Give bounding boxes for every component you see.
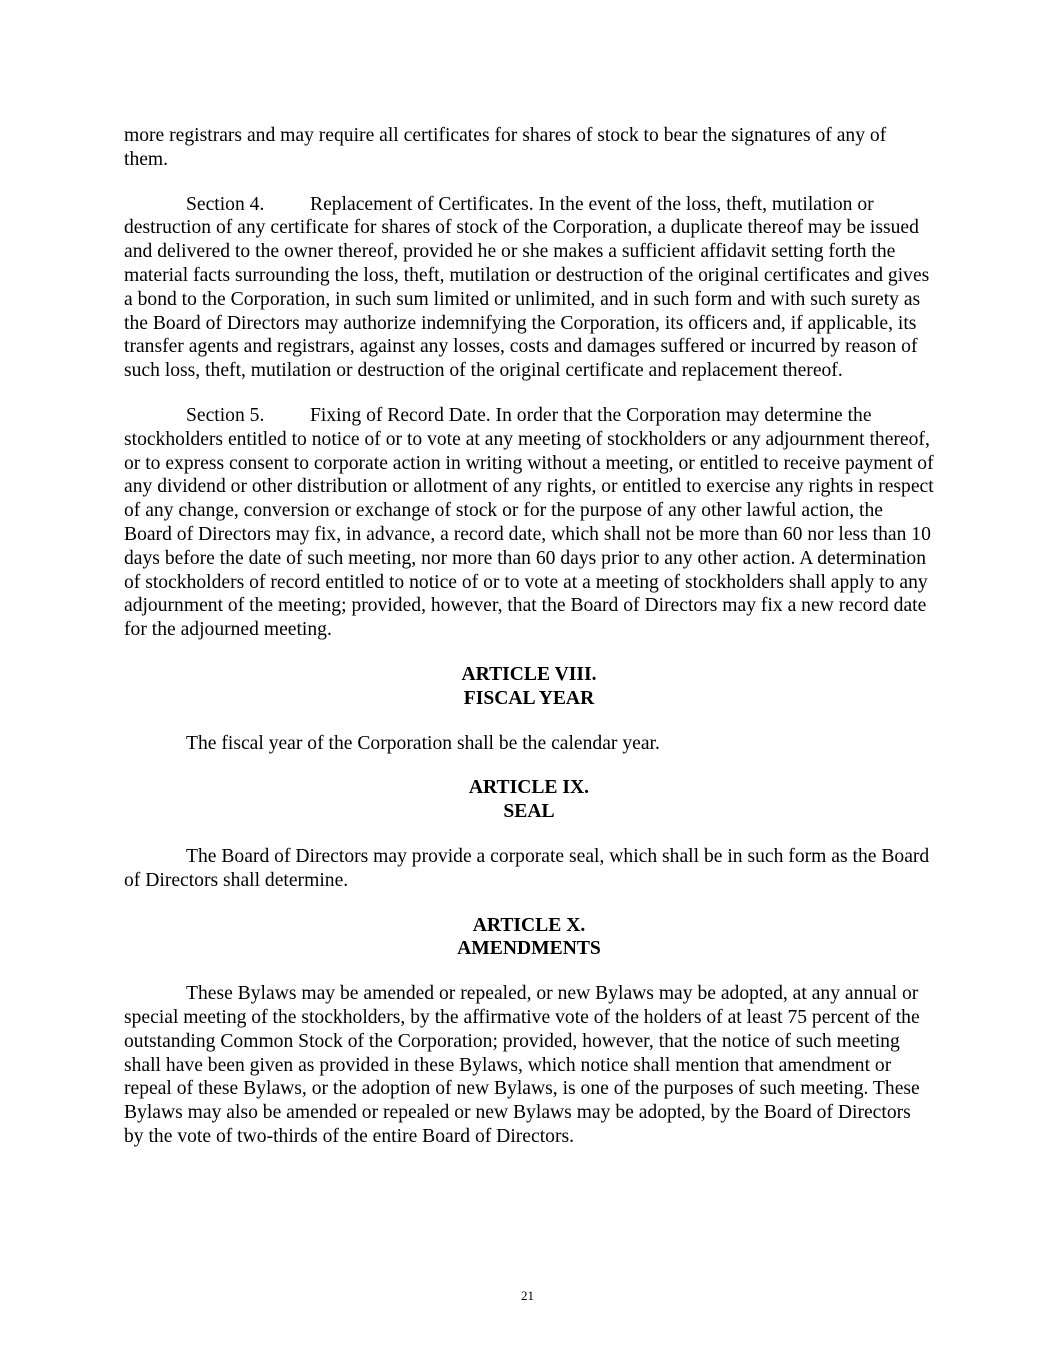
article-x-heading bbox=[124, 914, 934, 962]
section-5-paragraph bbox=[124, 404, 934, 642]
article-ix-heading bbox=[124, 776, 934, 824]
section-4-paragraph bbox=[124, 193, 934, 383]
article-viii-paragraph: The fiscal year of the Corporation shall be the calendar year. bbox=[186, 732, 660, 754]
page-number: 21 bbox=[521, 1288, 534, 1303]
article-viii-title: FISCAL YEAR bbox=[463, 687, 595, 709]
section-5-text: Fixing of Record Date. In order that the Corporation may determine the stockholders entitled to notice of or to vote at any meeting of stockholders or any adjournment thereof, or to express consent to corporate action in writing without a meeting, or entitled to receive payment of any dividend or other distribution or allotment of any rights, or entitled to exercise any rights in respect of any change, conversion or exchange of stock or for the purpose of any other lawful action, the Board of Directors may fix, in advance, a record date, which shall not be more than 60 nor less than 10 days before the date of such meeting, nor more than 60 days prior to any other action. A determination of stockholders of record entitled to notice of or to vote at a meeting of stockholders shall apply to any adjournment of the meeting; provided, however, that the Board of Directors may fix a new record date for the adjourned meeting. bbox=[124, 404, 934, 641]
article-ix-number: ARTICLE IX. bbox=[468, 777, 590, 799]
section-4-text: Replacement of Certificates. In the event of the loss, theft, mutilation or destruction of any certificate for shares of stock of the Corporation, a duplicate thereof may be issued and delivered to the owner thereof, provided he or she makes a sufficient affidavit setting forth the material facts surrounding the loss, theft, mutilation or destruction of the original certificates and gives a bond to the Corporation, in such sum limited or unlimited, and in such form and with such surety as the Board of Directors may authorize indemnifying the Corporation, its officers and, if applicable, its transfer agents and registrars, against any losses, costs and damages suffered or incurred by reason of such loss, theft, mutilation or destruction of the original certificate and replacement thereof. bbox=[124, 193, 930, 382]
document-page bbox=[124, 124, 934, 1170]
article-viii-heading bbox=[124, 663, 934, 711]
article-x-paragraph: These Bylaws may be amended or repealed, or new Bylaws may be adopted, at any annual or special meeting of the stockholders, by the affirmative vote of the holders of at least 75 percent of the outstanding Common Stock of the Corporation; provided, however, that the notice of such meeting shall have been given as provided in these Bylaws, which notice shall mention that amendment or repeal of these Bylaws, or the adoption of new Bylaws, is one of the purposes of such meeting. These Bylaws may also be amended or repealed or new Bylaws may be adopted, by the Board of Directors by the vote of two-thirds of the entire Board of Directors. bbox=[124, 983, 920, 1147]
article-ix-paragraph: The Board of Directors may provide a corporate seal, which shall be in such form as the Board of Directors shall determine. bbox=[124, 845, 930, 891]
section-4-number: Section 4. bbox=[186, 193, 265, 215]
article-ix-title: SEAL bbox=[503, 801, 555, 823]
article-x-number: ARTICLE X. bbox=[472, 914, 586, 936]
article-viii-number: ARTICLE VIII. bbox=[461, 663, 597, 685]
continuation-paragraph: more registrars and may require all certificates for shares of stock to bear the signatures of any of them. bbox=[124, 125, 887, 170]
article-x-title: AMENDMENTS bbox=[457, 938, 601, 960]
section-5-number: Section 5. bbox=[186, 404, 265, 426]
